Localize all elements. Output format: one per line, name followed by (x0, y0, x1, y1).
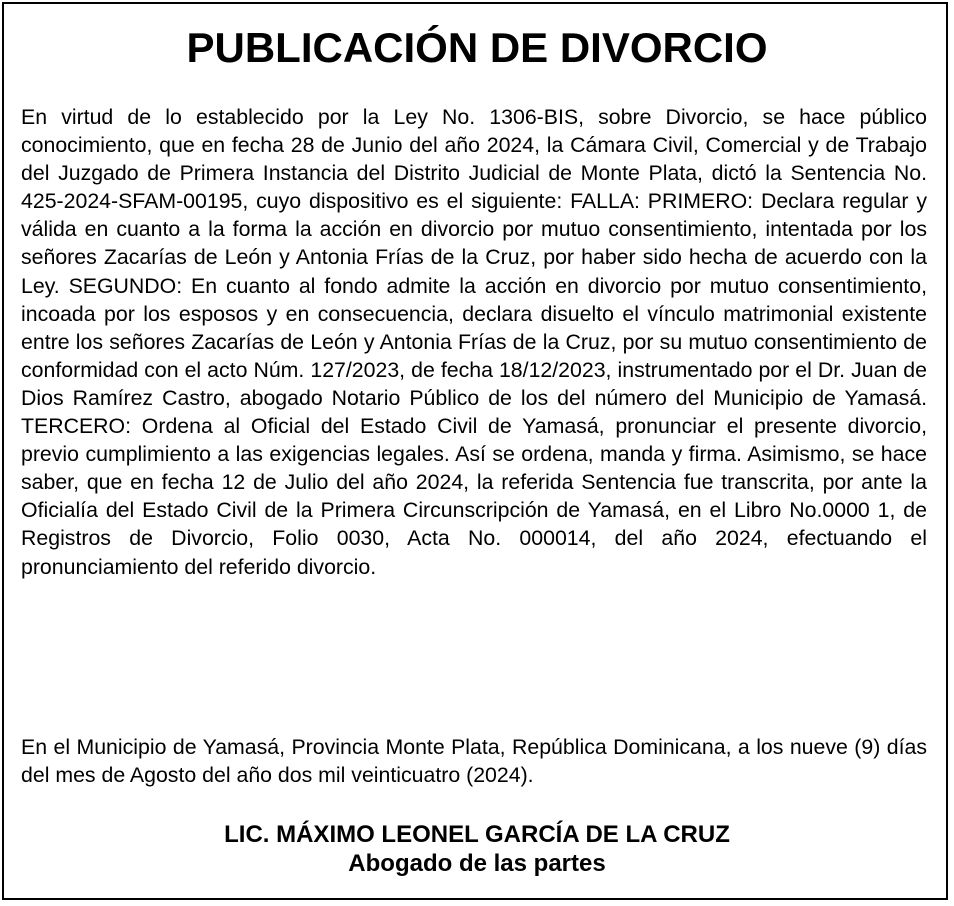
signature-block (0, 820, 954, 878)
signatory-role: Abogado de las partes (348, 850, 606, 877)
notice-body-paragraph: En virtud de lo establecido por la Ley No. 1306-BIS, sobre Divorcio, se hace público conocimiento, que en fecha 28 de Junio del año 2024, la Cámara Civil, Comercial y de Trabajo del Juzgado de Primera Instancia del Distrito Judicial de Monte Plata, dictó la Sentencia No. 425-2024-SFAM-00195, cuyo dispositivo es el siguiente: FALLA: PRIMERO: Declara regular y válida en cuanto a la forma la acción en divorcio por mutuo consentimiento, intentada por los señores Zacarías de León y Antonia Frías de la Cruz, por haber sido hecha de acuerdo con la Ley. SEGUNDO: En cuanto al fondo admite la acción en divorcio por mutuo consentimiento, incoada por los esposos y en consecuencia, declara disuelto el vínculo matrimonial existente entre los señores Zacarías de León y Antonia Frías de la Cruz, por su mutuo consentimiento de conformidad con el acto Núm. 127/2023, de fecha 18/12/2023, instrumentado por el Dr. Juan de Dios Ramírez Castro, abogado Notario Público de los del número del Municipio de Yamasá. TERCERO: Ordena al Oficial del Estado Civil de Yamasá, pronunciar el presente divorcio, previo cumplimiento a las exigencias legales. Así se ordena, manda y firma. Asimismo, se hace saber, que en fecha 12 de Julio del año 2024, la referida Sentencia fue transcrita, por ante la Oficialía del Estado Civil de la Primera Circunscripción de Yamasá, en el Libro No.0000 1, de Registros de Divorcio, Folio 0030, Acta No. 000014, del año 2024, efectuando el pronunciamiento del referido divorcio. (21, 105, 927, 579)
notice-title: PUBLICACIÓN DE DIVORCIO (186, 24, 768, 71)
notice-closing-paragraph: En el Municipio de Yamasá, Provincia Monte Plata, República Dominicana, a los nueve (9) días del mes de Agosto del año dos mil veinticuatro (2024). (21, 735, 927, 788)
signatory-name: LIC. MÁXIMO LEONEL GARCÍA DE LA CRUZ (224, 821, 730, 848)
